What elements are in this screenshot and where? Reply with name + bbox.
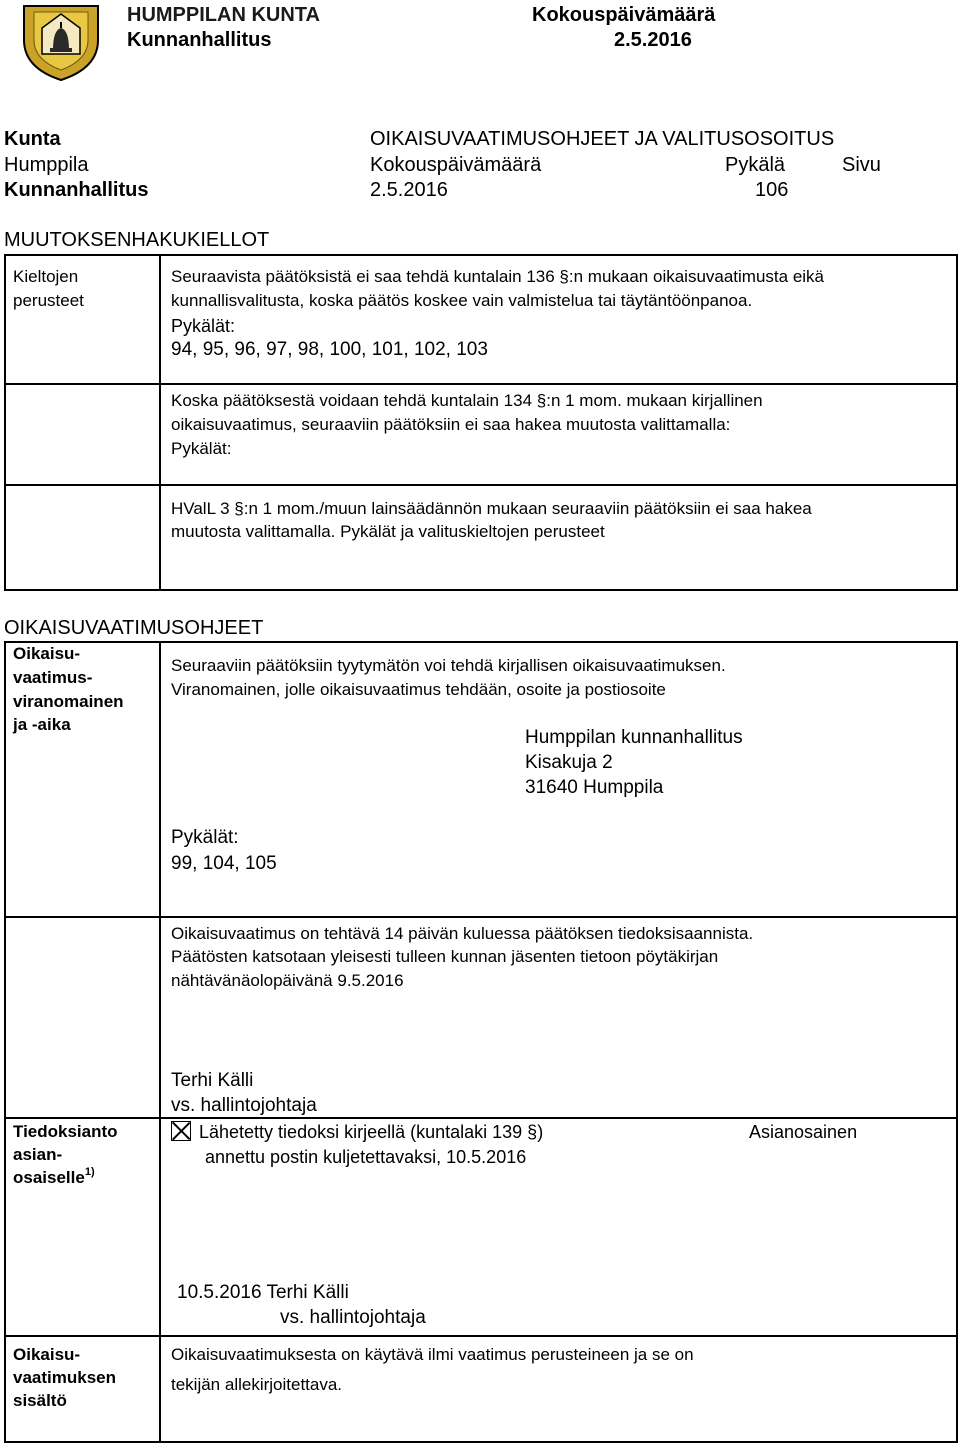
oikaisu-side-label-2: vaatimus- [13, 668, 93, 687]
muutoksenhaku-p2-label: Pykälät: [171, 439, 232, 458]
recipient-label: Asianosainen [749, 1122, 858, 1142]
muutoksenhaku-p1-line1: Seuraavista päätöksistä ei saa tehdä kuntalain 136 §:n mukaan oikaisuvaatimusta eikä [171, 267, 825, 286]
muutoksenhaku-p2-line2: oikaisuvaatimus, seuraaviin päätöksiin ei saa hakea muutosta valittamalla: [171, 415, 731, 434]
muutoksenhaku-p2-line1: Koska päätöksestä voidaan tehdä kuntalain 134 §:n 1 mom. mukaan kirjallinen [171, 391, 763, 410]
box2-row-line-1 [4, 916, 958, 918]
oikaisu-p2-line1: Oikaisuvaatimus on tehtävä 14 päivän kuluessa päätöksen tiedoksisaannista. [171, 924, 754, 943]
sisalto-side-label-3: sisältö [13, 1391, 67, 1410]
header-kunta-label: Kunta [4, 128, 61, 150]
muutoksenhaku-p1-label: Pykälät: [171, 316, 236, 336]
oikaisu-sections-label: Pykälät: [171, 827, 239, 848]
signer-name: Terhi Källi [171, 1070, 254, 1091]
kieltojen-label-1: Kieltojen [13, 267, 79, 286]
muutoksenhaku-p3-line2: muutosta valittamalla. Pykälät ja valituskieltojen perusteet [171, 522, 605, 541]
box2-top [4, 641, 958, 643]
box2-left [4, 641, 6, 1443]
header-kunta: Humppila [4, 154, 89, 176]
muutoksenhaku-heading: MUUTOKSENHAKUKIELLOT [4, 229, 270, 251]
header-page: 106 [755, 179, 789, 201]
box2-right [956, 641, 958, 1443]
oikaisu-side-label-1: Oikaisu- [13, 644, 81, 663]
checked-checkbox-icon [171, 1121, 191, 1141]
oikaisu-p2-line3: nähtävänäolopäivänä 9.5.2016 [171, 971, 404, 990]
muutoksenhaku-p1-sections: 94, 95, 96, 97, 98, 100, 101, 102, 103 [171, 339, 488, 360]
coat-of-arms-logo [20, 2, 102, 82]
header-title: OIKAISUVAATIMUSOHJEET JA VALITUSOSOITUS [370, 128, 835, 150]
kieltojen-label-2: perusteet [13, 291, 84, 310]
sent-by-letter-text: Lähetetty tiedoksi kirjeellä (kuntalaki 139 §) [199, 1122, 544, 1142]
org-body: Kunnanhallitus [127, 29, 272, 51]
box1-row-line-2 [4, 484, 958, 486]
signature-title: vs. hallintojohtaja [280, 1307, 426, 1328]
sisalto-side-label-1: Oikaisu- [13, 1345, 81, 1364]
sent-by-letter-row [171, 1120, 543, 1144]
address-line-3: 31640 Humppila [525, 777, 664, 798]
box2-divider [159, 641, 161, 1443]
oikaisu-p2-line2: Päätösten katsotaan yleisesti tulleen kunnan jäsenten tietoon pöytäkirjan [171, 947, 719, 966]
box1-divider [159, 254, 161, 591]
oikaisu-p1-line2: Viranomainen, jolle oikaisuvaatimus tehdään, osoite ja postiosoite [171, 680, 666, 699]
sisalto-text-line2: tekijän allekirjoitettava. [171, 1375, 343, 1394]
posted-date-text: annettu postin kuljetettavaksi, 10.5.2016 [205, 1147, 527, 1167]
muutoksenhaku-p3-line1: HValL 3 §:n 1 mom./muun lainsäädännön mukaan seuraaviin päätöksiin ei saa hakea [171, 499, 812, 518]
box1-row-line-1 [4, 383, 958, 385]
header-body: Kunnanhallitus [4, 179, 149, 201]
tiedoksianto-side-label-2: asian- [13, 1145, 63, 1164]
header-section-label: Pykälä [725, 154, 786, 176]
box2-row-line-3 [4, 1335, 958, 1337]
tiedoksianto-side-label-1: Tiedoksianto [13, 1122, 118, 1141]
header-page-label: Sivu [842, 154, 881, 176]
oikaisu-sections: 99, 104, 105 [171, 853, 277, 874]
address-line-2: Kisakuja 2 [525, 752, 613, 773]
signer-title: vs. hallintojohtaja [171, 1095, 317, 1116]
sisalto-side-label-2: vaatimuksen [13, 1368, 116, 1387]
box1-bottom [4, 589, 958, 591]
header-date-label: Kokouspäivämäärä [370, 154, 542, 176]
oikaisu-side-label-3: viranomainen [13, 692, 124, 711]
oikaisu-p1-line1: Seuraaviin päätöksiin tyytymätön voi tehdä kirjallisen oikaisuvaatimuksen. [171, 656, 726, 675]
oikaisu-side-label-4: ja -aika [13, 715, 71, 734]
letterhead-date: 2.5.2016 [614, 29, 692, 51]
sisalto-text-line1: Oikaisuvaatimuksesta on käytävä ilmi vaatimus perusteineen ja se on [171, 1345, 694, 1364]
signature-date-name: 10.5.2016 Terhi Källi [177, 1282, 349, 1303]
tiedoksianto-side-label-3: osaiselle$^{1)}$ [13, 1166, 95, 1187]
box1-top [4, 254, 958, 256]
oikaisu-heading: OIKAISUVAATIMUSOHJEET [4, 617, 264, 639]
box2-row-line-2 [4, 1117, 958, 1119]
letterhead-date-label: Kokouspäivämäärä [532, 4, 716, 26]
header-date: 2.5.2016 [370, 179, 448, 201]
box1-right [956, 254, 958, 591]
box2-bottom [4, 1441, 958, 1443]
address-line-1: Humppilan kunnanhallitus [525, 727, 743, 748]
box1-left [4, 254, 6, 591]
org-name: HUMPPILAN KUNTA [127, 4, 320, 26]
footnote-marker: 1) [84, 1166, 95, 1178]
muutoksenhaku-p1-line2: kunnallisvalitusta, koska päätös koskee vain valmistelua tai täytäntöönpanoa. [171, 291, 753, 310]
